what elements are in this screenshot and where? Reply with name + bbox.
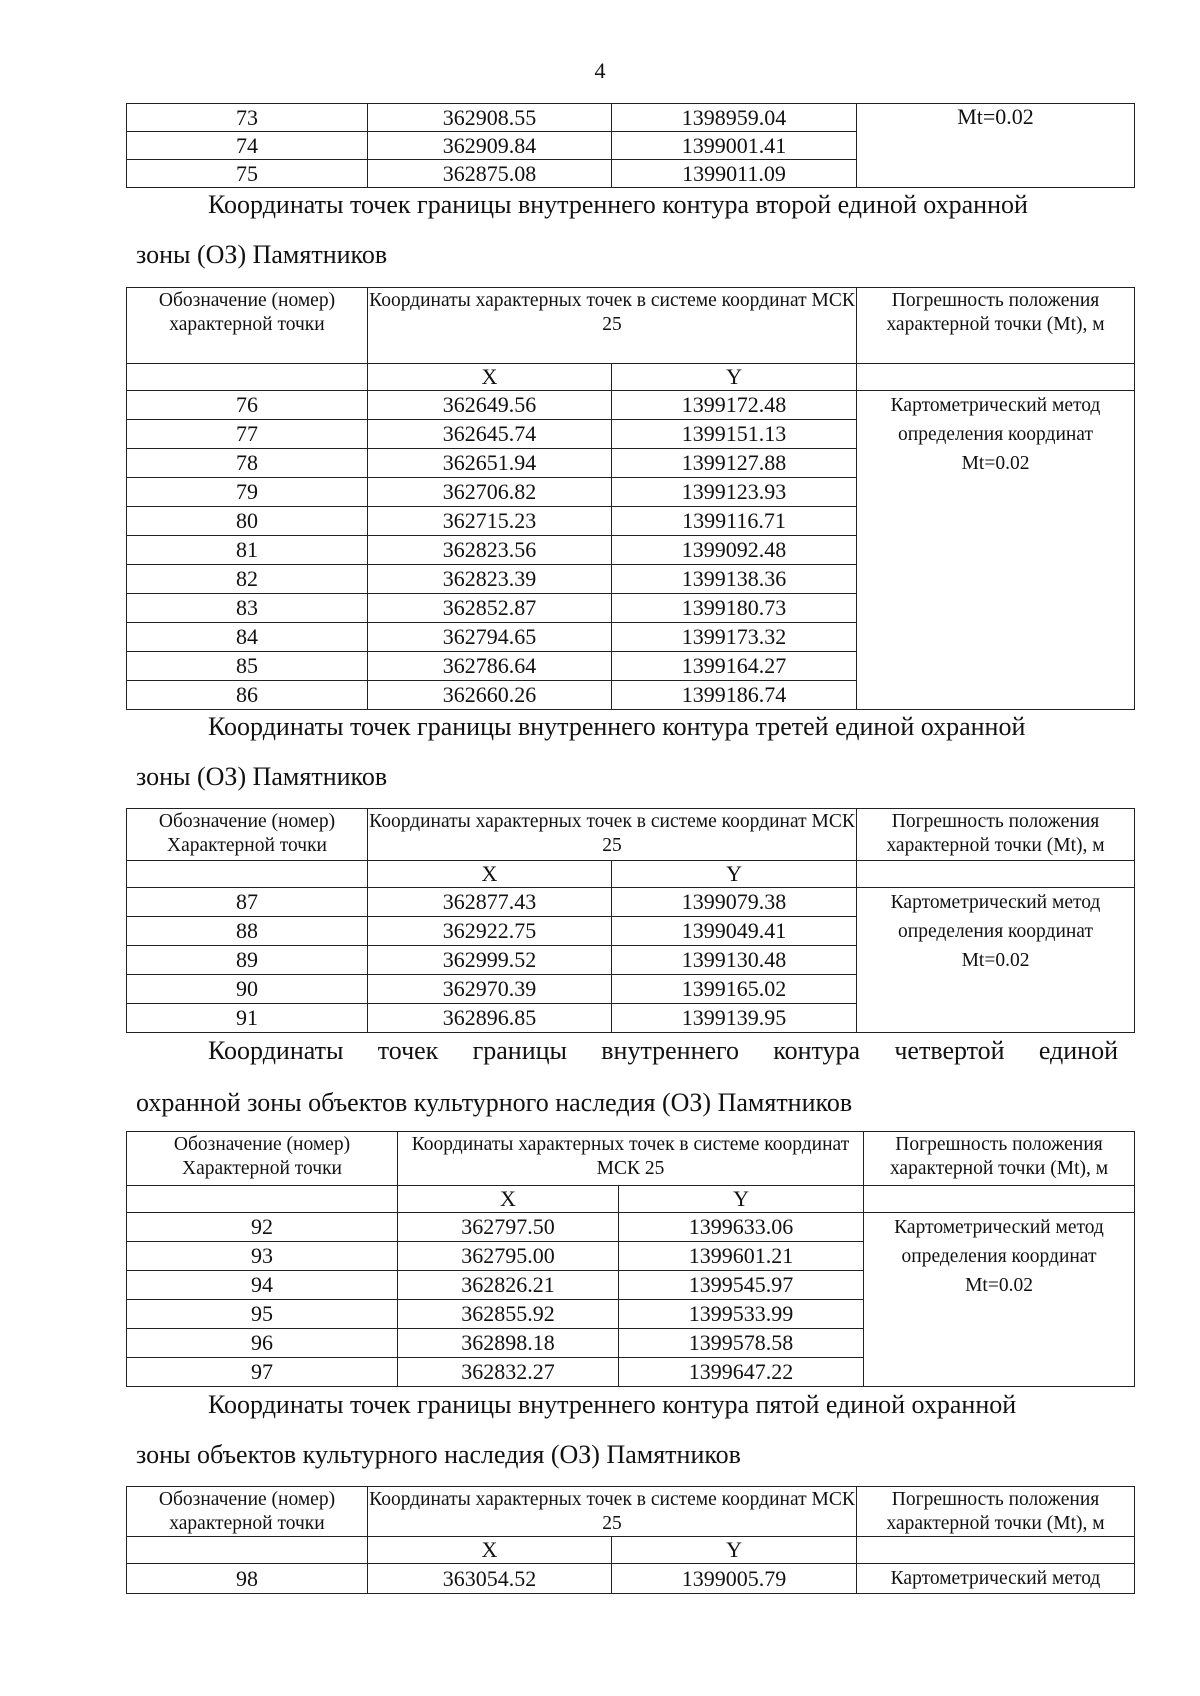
coord-y: 1399180.73 [612,594,857,623]
coord-y: 1399116.71 [612,507,857,536]
empty-cell [127,1537,368,1564]
table-header-row [127,1487,1135,1537]
point-number: 87 [127,888,368,917]
error-column-header: Погрешность положения характерной точки (Mt), м [857,809,1135,861]
method-cell: Картометрический метод определения координат Mt=0.02 [857,888,1135,1033]
empty-cell [857,364,1135,391]
empty-cell [857,1537,1135,1564]
coord-y: 1399005.79 [612,1564,857,1594]
coords-column-header: Координаты характерных точек в системе координат МСК 25 [368,1487,857,1537]
coord-x: 362651.94 [368,449,612,478]
point-number: 89 [127,946,368,975]
heading-word: точек [377,1036,439,1065]
coord-y: 1399647.22 [619,1358,864,1387]
coord-x: 362823.56 [368,536,612,565]
point-number: 85 [127,652,368,681]
error-value: Mt=0.02 [857,104,1135,188]
coord-x: 362855.92 [398,1300,619,1329]
coord-x: 362898.18 [398,1329,619,1358]
point-number: 94 [127,1271,398,1300]
coord-x: 362908.55 [368,104,612,132]
coord-x: 362660.26 [368,681,612,710]
page-number: 4 [594,58,606,83]
table-row [127,888,1135,917]
point-column-header: Обозначение (номер) Характерной точки [127,809,368,861]
point-number: 92 [127,1213,398,1242]
coord-y: 1399079.38 [612,888,857,917]
point-number: 79 [127,478,368,507]
coord-y: 1399049.41 [612,917,857,946]
coord-x: 362832.27 [398,1358,619,1387]
x-header: X [398,1186,619,1213]
table-subheader-row [127,1537,1135,1564]
heading-word: Координаты [208,1036,344,1065]
point-number: 80 [127,507,368,536]
y-header: Y [612,364,857,391]
coord-x: 362649.56 [368,391,612,420]
heading-word: контура [773,1036,861,1065]
heading-word: единой [1038,1036,1118,1065]
point-number: 83 [127,594,368,623]
point-column-header: Обозначение (номер) характерной точки [127,1487,368,1537]
coord-y: 1399151.13 [612,420,857,449]
coords-column-header: Координаты характерных точек в системе координат МСК 25 [368,809,857,861]
heading-word: четвертой [894,1036,1005,1065]
coord-x: 362706.82 [368,478,612,507]
coord-y: 1399165.02 [612,975,857,1004]
top-continuation-table [126,103,1135,188]
coord-y: 1399186.74 [612,681,857,710]
coord-x: 362970.39 [368,975,612,1004]
coord-y: 1399139.95 [612,1004,857,1033]
y-header: Y [619,1186,864,1213]
point-number: 78 [127,449,368,478]
point-number: 82 [127,565,368,594]
coordinates-table-2 [126,287,1135,710]
point-number: 74 [127,132,368,160]
coord-y: 1399533.99 [619,1300,864,1329]
error-column-header: Погрешность положения характерной точки (Mt), м [857,1487,1135,1537]
empty-cell [127,861,368,888]
method-cell: Картометрический метод [857,1564,1135,1594]
empty-cell [127,1186,398,1213]
coord-y: 1399130.48 [612,946,857,975]
point-number: 95 [127,1300,398,1329]
point-number: 90 [127,975,368,1004]
point-number: 88 [127,917,368,946]
coords-column-header: Координаты характерных точек в системе координат МСК 25 [398,1132,864,1186]
x-header: X [368,861,612,888]
coord-y: 1399123.93 [612,478,857,507]
point-number: 81 [127,536,368,565]
coord-x: 362877.43 [368,888,612,917]
section-heading-line1: Координаты точек границы внутреннего контура пятой единой охранной [208,1390,1017,1419]
empty-cell [127,364,368,391]
coord-x: 363054.52 [368,1564,612,1594]
coord-y: 1399578.58 [619,1329,864,1358]
table-row [127,1564,1135,1594]
coord-x: 362794.65 [368,623,612,652]
table-header-row [127,1132,1135,1186]
coord-y: 1399127.88 [612,449,857,478]
coordinates-table-3 [126,808,1135,1033]
table-row [127,1213,1135,1242]
coord-y: 1399601.21 [619,1242,864,1271]
coord-y: 1399545.97 [619,1271,864,1300]
coord-y: 1399001.41 [612,132,857,160]
coord-y: 1399173.32 [612,623,857,652]
coord-x: 362999.52 [368,946,612,975]
point-number: 97 [127,1358,398,1387]
y-header: Y [612,1537,857,1564]
heading-word: внутреннего [601,1036,740,1065]
coord-x: 362875.08 [368,160,612,188]
point-number: 84 [127,623,368,652]
coordinates-table-5 [126,1486,1135,1594]
coordinates-table-4 [126,1131,1135,1387]
y-header: Y [612,861,857,888]
coord-y: 1399138.36 [612,565,857,594]
coord-x: 362896.85 [368,1004,612,1033]
point-number: 86 [127,681,368,710]
method-cell: Картометрический метод определения координат Mt=0.02 [857,391,1135,710]
table-subheader-row [127,364,1135,391]
coord-y: 1399011.09 [612,160,857,188]
coord-x: 362852.87 [368,594,612,623]
x-header: X [368,364,612,391]
section-heading-line1: Координаты точек границы внутреннего контура третей единой охранной [208,712,1026,741]
coord-x: 362823.39 [368,565,612,594]
section-heading-line2: зоны (ОЗ) Памятников [136,762,388,791]
table-header-row [127,288,1135,364]
coord-y: 1399164.27 [612,652,857,681]
table-row [127,391,1135,420]
point-column-header: Обозначение (номер) Характерной точки [127,1132,398,1186]
error-column-header: Погрешность положения характерной точки (Mt), м [864,1132,1135,1186]
point-number: 91 [127,1004,368,1033]
error-column-header: Погрешность положения характерной точки (Mt), м [857,288,1135,364]
coord-x: 362922.75 [368,917,612,946]
section-heading-line1: Координаты точек границы внутреннего контура второй единой охранной [208,190,1028,219]
coord-y: 1399633.06 [619,1213,864,1242]
point-number: 93 [127,1242,398,1271]
coord-x: 362715.23 [368,507,612,536]
table-subheader-row [127,1186,1135,1213]
point-number: 77 [127,420,368,449]
coord-x: 362645.74 [368,420,612,449]
coord-y: 1399172.48 [612,391,857,420]
empty-cell [857,861,1135,888]
section-heading-line2: зоны (ОЗ) Памятников [136,240,388,269]
coord-y: 1398959.04 [612,104,857,132]
coords-column-header: Координаты характерных точек в системе координат МСК 25 [368,288,857,364]
point-number: 76 [127,391,368,420]
section-heading-line2: зоны объектов культурного наследия (ОЗ) Памятников [136,1440,741,1469]
empty-cell [864,1186,1135,1213]
coord-x: 362909.84 [368,132,612,160]
coord-x: 362826.21 [398,1271,619,1300]
point-number: 96 [127,1329,398,1358]
section-heading-line1 [208,1036,1118,1066]
table-header-row [127,809,1135,861]
x-header: X [368,1537,612,1564]
table-subheader-row [127,861,1135,888]
coord-x: 362786.64 [368,652,612,681]
coord-y: 1399092.48 [612,536,857,565]
table-row [127,104,1135,132]
point-number: 73 [127,104,368,132]
coord-x: 362795.00 [398,1242,619,1271]
method-cell: Картометрический метод определения координат Mt=0.02 [864,1213,1135,1387]
heading-word: границы [472,1036,567,1065]
coord-x: 362797.50 [398,1213,619,1242]
point-number: 98 [127,1564,368,1594]
point-column-header: Обозначение (номер) характерной точки [127,288,368,364]
section-heading-line2: охранной зоны объектов культурного наследия (ОЗ) Памятников [136,1088,853,1117]
point-number: 75 [127,160,368,188]
